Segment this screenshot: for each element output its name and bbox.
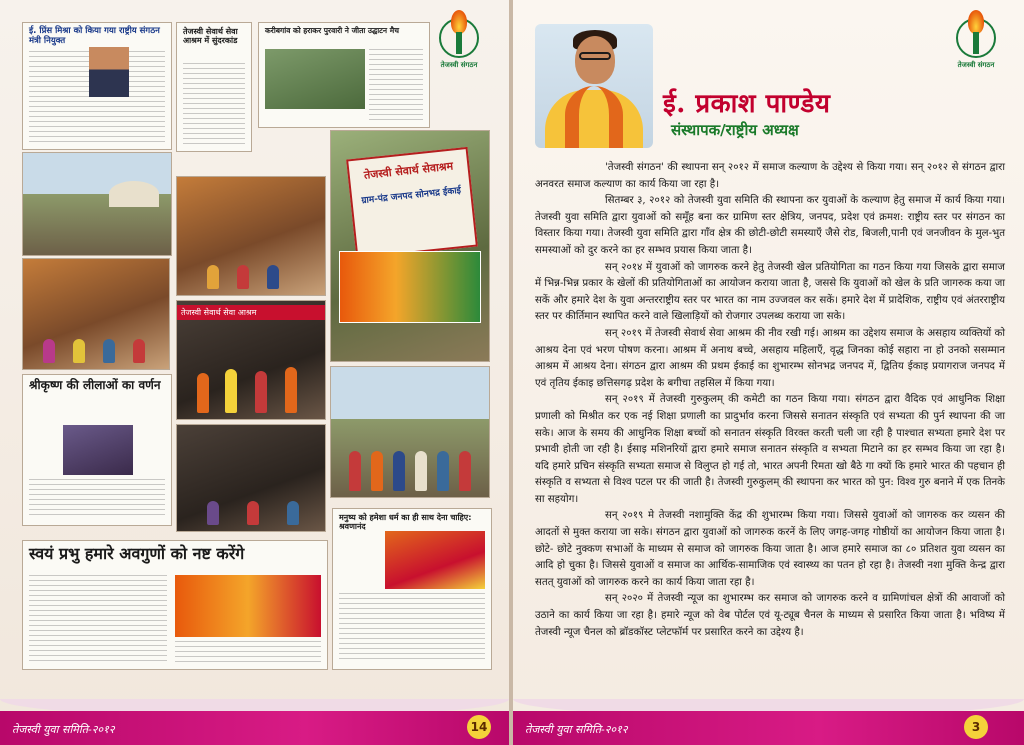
photo-ashram-gathering [176,300,326,420]
paragraph-4: सन् २०१९ में तेजस्वी सेवार्थ सेवा आश्रम की नीव रखी गई। आश्रम का उद्देशय समाज के असहाय व्यक्तियों को आश्रय देना एवं भरण पोषण करना। आश्रम में अनाथ बच्चे, असहाय महिलाएँ, वृद्ध जिनका कोई सहारा ना हो उनको ससम्मान आश्रम में आश्रय देना। संगठन द्वारा आश्रम की प्रथम ईकाई का शुभारम्भ सोनभद्र जनपद में, द्वितिय ईकाइ प्रयागराज जनपद में एवं तृतिय ईकाइ छत्तिसगढ़ प्रदेश के बगीचा तहसिल में किया गया। [535,327,1005,389]
page-number: 3 [964,715,988,739]
paragraph-5: सन् २०१९ में तेजस्वी गुरुकुलम् की कमेटी का गठन किया गया। संगठन द्वारा वैदिक एवं आधुनिक शिक्षा प्रणाली को मिश्रीत कर एक नई शिक्षा प्रणाली का प्रादुर्भाव करना जिससे सनातन संस्कृति एवं सभ्यता की पुर्न स्थापना की जा सके। आज के समय की आधुनिक शिक्षा बच्चों को सनातन संस्कृति विरक्त करती चली जा रही है पाश्चात सभ्यता हमारे देश पर प्रभावी होती जा रही है। ईसाइ मशिनरियों द्वारा हमारे समाज सनातन संस्कृति व सभ्यता मिटाने का हर सम्भव किया जा रहा है। यदि हमारे प्रचिन संस्कृति सभ्यता समाज से विलुप्त हो गई तो, भारत अपनी रिमता खो बैठे गा क्यों कि हमारे भारत की पहचान ही संस्कृति व सभ्यता से विश्व पटल पर की जाती है। तेजस्वी गुरुकुलम् की स्थापना कर भारत को पुन: विश्व गुरु बनाने में एक तिनके सा सहयोग। [535,394,1005,505]
photo-village-tent [22,152,172,256]
sign-subheading: ग्राम-पंद्र जनपद सोनभद्र ईकाई [361,185,462,207]
logo-caption: तेजस्वी संगठन [957,61,995,69]
clipping-event-photo [175,575,321,637]
left-page [0,0,509,745]
paragraph-2: सितम्बर ३, २०१२ को तेजस्वी युवा समिति की स्थापना कर युवाओं के कल्याण हेतु समाज में कार्य किया गया। तेजस्वी युवा समिति द्वारा युवाओं को समूँह बना कर ग्रामिण स्तर क्षेत्रिय, जनपद, प्रदेश एवं क्रमश: राष्ट्रीय स्तर पर संगठन का विस्तार किया गया। तेजस्वी युवा समिति द्वारा गाँव क्षेत्र की छोटी-छोटी समस्याएँ जैसे रोड, बिजली,पानी एवं जनजीवन के मुल-भुत समस्याओं को दुर करने का हर सम्भव प्रयास किया जाता है। [535,195,1005,256]
founder-name: ई. प्रकाश पाण्डेय [663,89,831,119]
paragraph-1: 'तेजस्वी संगठन' की स्थापना सन् २०१२ में समाज कल्याण के उद्देश्य से किया गया। सन् २०१२ से संगठन द्वारा अनवरत समाज कल्याण का कार्य किया जा रहा है। [535,162,1005,190]
photo-community-meal [22,258,170,370]
clipping-headline: स्वयं प्रभु हमारे अवगुणों को नष्ट करेंगे [29,544,245,563]
paragraph-7: सन् २०२० में तेजस्वी न्यूज का शुभारम्भ कर समाज को जागरुक करने व ग्रामिणांचल क्षेत्रों की आवाजों को उठाने का कार्य किया जा रहा है। हमारे न्यूज को वेब पोर्टल एवं यू-ट्यूब चैनल के माध्यम से प्रसारित किया जाता है। भविष्य में तेजस्वी न्यूज चैनल को ब्रॉडकॉस्ट प्लेटफॉर्म पर प्रसारित करने का उद्देश्य है। [535,593,1005,638]
clipping-headline: तेजस्वी सेवार्थ सेवा आश्रम में सुंदरकांड [183,27,238,46]
photo-group-outdoor [330,366,490,498]
footer-text: तेजस्वी युवा समिति-२०१२ [525,723,628,736]
clipping-headline: मनुष्य को हमेशा धर्म का ही साथ देना चाहिए: श्रवणानंद [339,513,472,532]
news-clipping-1 [22,22,172,150]
ashram-banner-caption: तेजस्वी सेवार्थ सेवा आश्रम [177,305,325,320]
clipping-photo [385,531,485,589]
photo-puja-group [176,176,326,296]
paragraph-3: सन् २०१४ में युवाओं को जागरुक करने हेतु तेजस्वी खेल प्रतियोगिता का गठन किया गया जिसके द्वारा समाज में भिन्न-भिन्न प्रकार के खेलों की प्रतियोगिताओं का आयोजन कराया जाता है, जससे कि युवाओं को खेल के प्रति जागरुक कया जा सकें और हमारे देश के युवा अन्तरराष्ट्रीय स्तर पर भारत का नाम उज्जवल कर सकें। हमारे देश में प्रादेशिक, राष्ट्रीय एवं अंतरराष्ट्रीय स्तर पर कीर्तिमान स्थापित करने वाले खिलाड़ियों को रोजगार उपलब्ध कराया जा सके। [535,261,1005,323]
founder-text-body [535,160,1005,641]
photo-ashram-sign [330,130,490,362]
clipping-headline: करीबगांव को हराकर पुरवारी ने जीता उद्घाटन मैच [265,26,399,35]
torch-logo-icon [434,10,484,70]
news-clipping-prabhu [22,540,328,670]
event-banner [339,251,481,323]
clipping-sports-photo [265,49,365,109]
founder-role: संस्थापक/राष्ट्रीय अध्यक्ष [671,121,799,139]
news-clipping-3 [258,22,430,128]
footer-text: तेजस्वी युवा समिति-२०१२ [12,723,115,736]
sign-heading: तेजस्वी सेवार्थ सेवाश्रम [363,159,454,182]
news-clipping-krishna [22,374,172,526]
clipping-portrait-photo [89,47,129,97]
news-clipping-manushya [332,508,492,670]
logo-caption: तेजस्वी संगठन [440,61,478,69]
clipping-headline: ई. प्रिंस मिश्रा को किया गया राष्ट्रीय संगठन मंत्री नियुक्त [29,26,160,46]
left-footer [0,711,509,745]
photo-seated-satsang [176,424,326,532]
founder-portrait [535,24,653,148]
sign-board [346,147,478,259]
page-number: 14 [467,715,491,739]
torch-logo-icon [951,10,1001,70]
clipping-photo [63,425,133,475]
news-clipping-2 [176,22,252,152]
paragraph-6: सन् २०१९ मे तेजस्वी नशामुक्ति केंद्र की शुभारम्भ किया गया। जिससे युवाओं को जागरुक कर व्यसन की आदतों से मुक्त कराया जा सके। संगठन द्वारा युवाओं को जागरुक करनें के लिए जगह-जगह गोष्ठीयों का आयोजन किया जाता है। छोटे- छोटे नुक्कण सभाओं के माध्यम से समाज को जागरुक किया जाता है। आज हमारे समाज का ८० प्रतिशत युवा व्यसन का आदि हो चुका है। जिससे युवाओं व समाज का आर्थिक-सामाजिक एवं स्वास्थ्य का पतन हो रहा है। तेजस्वी नशा मुक्ति केन्द्र द्वारा सतत् युवाओं को जागरुक करने का कार्य किया जाता रहा है। [535,510,1005,588]
tent-shape [109,181,159,207]
clipping-headline: श्रीकृष्ण की लीलाओं का वर्णन [29,378,161,392]
right-footer [513,711,1024,745]
right-page [513,0,1024,745]
